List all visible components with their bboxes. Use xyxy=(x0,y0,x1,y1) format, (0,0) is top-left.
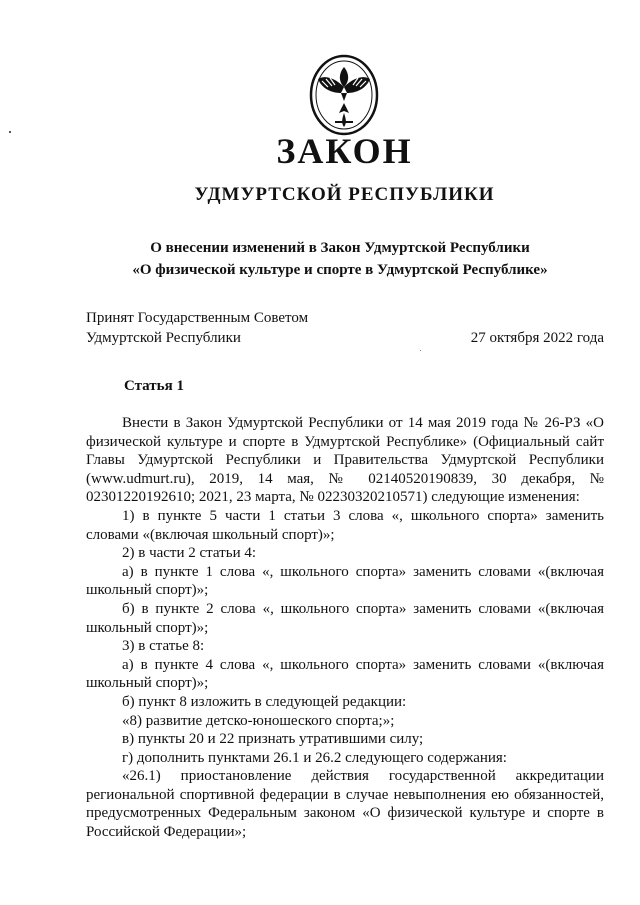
adoption-line-1: Принят Государственным Советом xyxy=(86,310,309,326)
coat-of-arms-emblem xyxy=(308,53,380,137)
paragraph: б) в пункте 2 слова «, школьного спорта» заменить словами «(включая школьный спорт)»; xyxy=(86,600,604,636)
paragraph: в) пункты 20 и 22 признать утратившими силу; xyxy=(122,731,424,748)
paragraph: Внести в Закон Удмуртской Республики от 14 мая 2019 года № 26-РЗ «О физической культуре и спорте в Удмуртской Республике» (Официальный сайт Главы Удмуртской Республики и Правительства Удмуртской Республики (www.udmurt.ru), 2019, 14 мая, № 02140520190839, 30 декабря, № 02301220192610; 2021, 23 марта, № 02230320210571) следующие изменения: xyxy=(86,415,604,506)
article-body xyxy=(86,414,604,842)
paragraph: «8) развитие детско-юношеского спорта;»; xyxy=(122,712,395,729)
article-heading: Статья 1 xyxy=(124,378,184,394)
paragraph: 3) в статье 8: xyxy=(122,638,205,655)
paragraph: г) дополнить пунктами 26.1 и 26.2 следующего содержания: xyxy=(122,749,507,766)
paragraph: б) пункт 8 изложить в следующей редакции: xyxy=(122,693,407,710)
document-subtitle: УДМУРТСКОЙ РЕСПУБЛИКИ xyxy=(194,184,495,205)
document-title: ЗАКОН xyxy=(276,131,413,171)
adoption-line-2: Удмуртской Республики xyxy=(86,330,241,346)
subject-line-1: О внесении изменений в Закон Удмуртской Республики xyxy=(150,240,530,256)
scan-speck xyxy=(420,350,421,351)
paragraph: 2) в части 2 статьи 4: xyxy=(122,545,257,562)
paragraph: «26.1) приостановление действия государственной аккредитации региональной спортивной федерации в случае невыполнения ею обязанностей, предусмотренных Федеральным законом «О физической культуре и спорте в Российской Федерации»; xyxy=(86,768,604,841)
paragraph: а) в пункте 1 слова «, школьного спорта» заменить словами «(включая школьный спорт)»; xyxy=(86,563,604,599)
adoption-date: 27 октября 2022 года xyxy=(470,330,604,346)
paragraph: 1) в пункте 5 части 1 статьи 3 слова «, школьного спорта» заменить словами «(включая школьный спорт)»; xyxy=(86,507,604,543)
paragraph: а) в пункте 4 слова «, школьного спорта» заменить словами «(включая школьный спорт)»; xyxy=(86,656,604,692)
subject-line-2: «О физической культуре и спорте в Удмуртской Республике» xyxy=(132,262,548,278)
